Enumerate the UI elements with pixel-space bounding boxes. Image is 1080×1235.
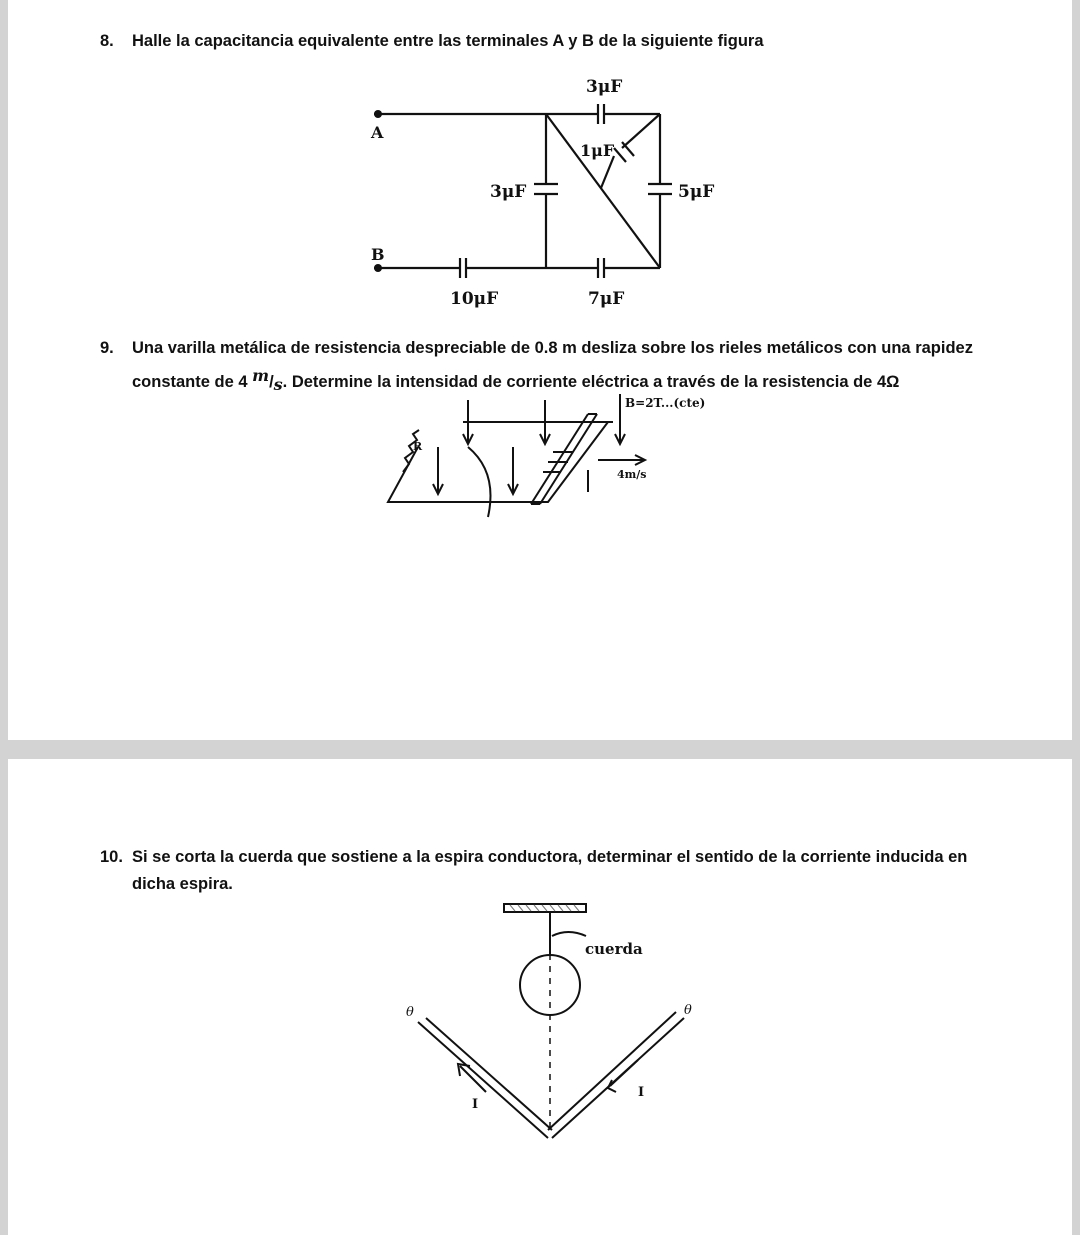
unit-denominator: s — [273, 375, 283, 394]
resistor-label: R — [413, 440, 423, 453]
falling-loop-figure — [388, 894, 708, 1154]
capacitor-bottom-left-label: 10μF — [450, 289, 499, 309]
unit-slash: / — [269, 373, 274, 391]
question-text: Halle la capacitancia equivalente entre las terminales A y B de la siguiente figura — [132, 32, 764, 50]
terminal-b-label: B — [371, 245, 385, 264]
capacitor-right-label: 5μF — [678, 182, 715, 202]
angle-label-left: θ — [406, 1005, 414, 1020]
question-text-line-1: Una varilla metálica de resistencia despreciable de 0.8 m desliza sobre los rieles metálicos con una rapidez — [132, 339, 973, 357]
text-after-unit: . Determine la intensidad de corriente eléctrica a través de la resistencia de 4Ω — [282, 373, 900, 391]
angle-label-right: θ — [684, 1003, 692, 1018]
capacitor-bottom-right-label: 7μF — [588, 289, 625, 309]
question-number: 9. — [100, 339, 114, 357]
current-label-right: I — [638, 1085, 645, 1100]
terminal-a-node — [374, 110, 382, 118]
text-before-unit: constante de 4 — [132, 373, 253, 391]
current-label-left: I — [472, 1097, 479, 1112]
question-number: 10. — [100, 848, 123, 866]
question-text: Si se corta la cuerda que sostiene a la espira conductora, determinar el sentido de la corriente inducida en dicha espira. — [132, 848, 968, 893]
question-9 — [100, 335, 1005, 398]
terminal-a-label: A — [371, 123, 384, 142]
document-page-2 — [8, 759, 1072, 1235]
question-number: 8. — [100, 32, 114, 50]
unit-numerator: m — [252, 366, 270, 385]
velocity-label: 4m/s — [617, 468, 647, 481]
question-8 — [100, 28, 1005, 55]
capacitor-circuit-figure — [356, 70, 726, 315]
string-label: cuerda — [585, 940, 643, 958]
capacitor-top-label: 3μF — [586, 77, 623, 97]
capacitor-diagonal-label: 1μF — [580, 141, 615, 160]
sliding-rod-figure — [383, 392, 723, 522]
question-10 — [100, 844, 1005, 898]
capacitor-left-label: 3μF — [490, 182, 527, 202]
document-page-1 — [8, 0, 1072, 740]
magnetic-field-label: B=2T...(cte) — [625, 396, 706, 410]
terminal-b-node — [374, 264, 382, 272]
